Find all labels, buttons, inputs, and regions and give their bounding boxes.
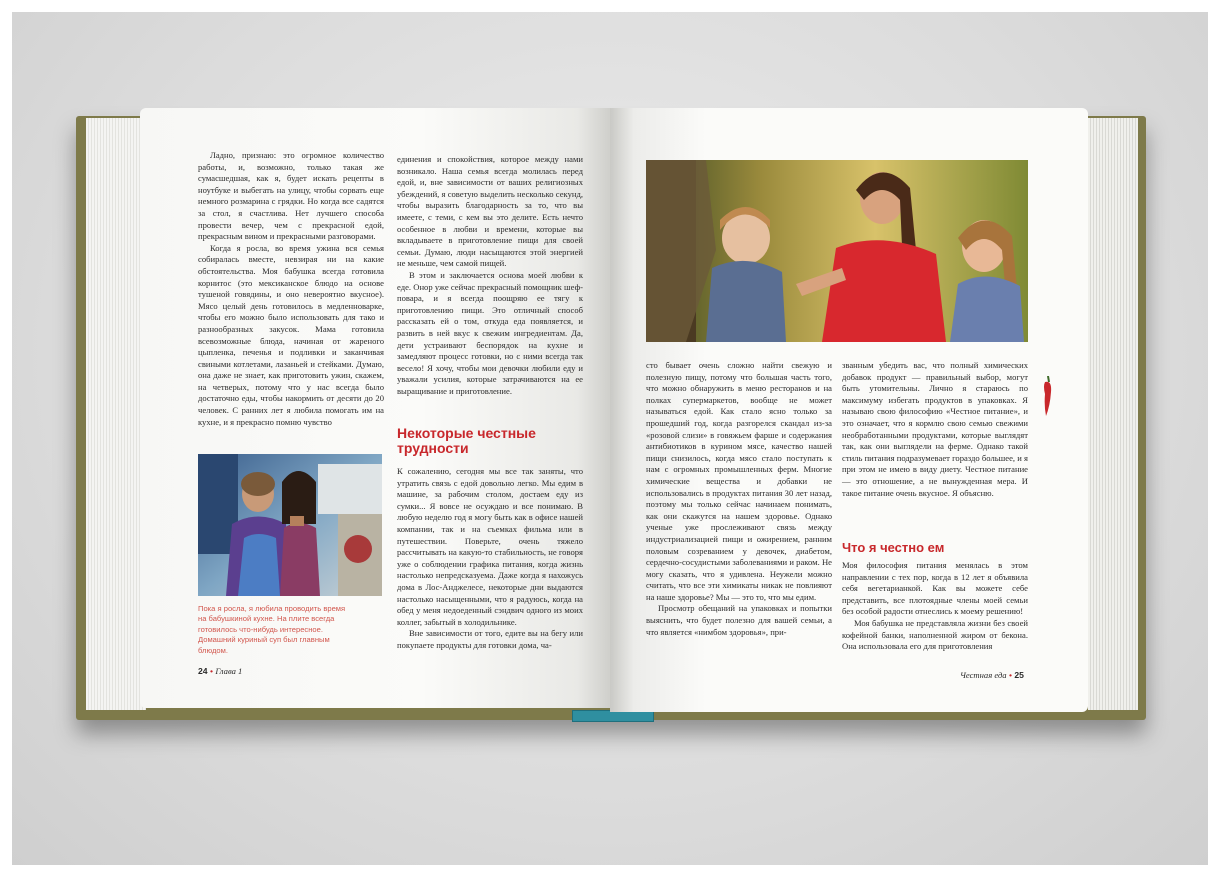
paragraph: званным убедить вас, что полный химических добавок продукт — правильный выбор, могут быть утомительны. Лично я стараюсь по максимуму избегать продуктов в упаковках. Я называю свою философию «Честное питание», и это означает, что я кормлю свою семью свежими необработанными продуктами, которые выглядят так, как они выглядели на ферме. Однако такой стиль питания подразумевает гораздо большее, и я при этом не имею в виду диету. Честное питание — это отношение, а не вынужденная мера. И такое питание очень вкусное. Я объясню. xyxy=(842,360,1028,498)
paragraph: Моя философия питания менялась в этом направлении с тех пор, когда в 12 лет я объявила себя вегетарианкой. Как вы можете себе представить, все плотоядные члены моей семьи без особой радости отнеслись к моему решению! xyxy=(842,560,1028,617)
left-page xyxy=(140,108,610,708)
folio-bullet: • xyxy=(1008,670,1012,680)
paragraph: сто бывает очень сложно найти свежую и полезную пищу, потому что большая часть того, что можно обнаружить в меню ресторанов и на полках супермаркетов, вообще не может называться едой. Как стало ясно только за прошедший год, когда разгорелся скандал из-за «розовой слизи» в говяжьем фарше и содержания антибиотиков в курином мясе, качество нашей пищи снизилось, когда мясо стало поступать к нам с огромных промышленных ферм. Многие химические вещества и добавки не использовались в продуктах питания 30 лет назад, поэтому мы только сейчас начинаем понимать, как они скажутся на нашем здоровье. Однако ученые уже прослеживают связь между индустриализацией пищи и ожирением, ранним половым созреванием у девочек, диабетом, сердечно-сосудистыми заболеваниями и раком. Не могу сказать, что я удивлена. Неужели можно считать, что все эти химикаты никак не повлияют на наше здоровье? Мы — это то, что мы едим. xyxy=(646,360,832,602)
paragraph: Ладно, признаю: это огромное количество работы, и, возможно, только такая же сумасшедшая, как я, будет искать рецепты в ноутбуке и выбегать на улицу, чтобы сорвать еще немного розмарина с грядки. Но когда все садятся за стол, я счастлива. Нет лучшего способа провести вечер, чем с прекрасной едой, прекрасным вином и прекрасными разговорами. xyxy=(198,150,384,242)
paragraph: К сожалению, сегодня мы все так заняты, что утратить связь с едой довольно легко. Мы едим в машине, за рабочим столом, достаем еду из сумки... Я вовсе не осуждаю и все понимаю. В любую неделю год я могу быть как в офисе нашей компании, так и на съемках фильма или в путешествии. Поверьте, очень тяжело рассчитывать на какую-то стабильность, не говоря уже о соблюдении графика питания, когда жизнь настолько непредсказуема. Даже когда я нахожусь дома в Лос-Анджелесе, некоторые дни выдаются настолько насыщенными, что я радуюсь, когда на обед у меня недоеденный сэндвич одного из моих коллег, забытый в холодильнике. xyxy=(397,466,583,627)
chapter-label: Глава 1 xyxy=(215,666,243,676)
section-heading: Некоторые честные трудности xyxy=(397,425,536,456)
left-column-1 xyxy=(198,150,384,428)
mother-children-photo xyxy=(646,160,1028,342)
paragraph: Просмотр обещаний на упаковках и попытки выяснить, что будет полезно для вашей семьи, а что является «нимбом здоровья», при- xyxy=(646,603,832,637)
paragraph: Вне зависимости от того, едите вы на бегу или покупаете продукты для готовки дома, ча- xyxy=(397,628,583,650)
folio-bullet: • xyxy=(209,666,213,676)
chili-pepper-icon xyxy=(1042,376,1054,423)
page-number: 24 xyxy=(198,666,208,676)
section-heading: Что я честно ем xyxy=(842,540,945,555)
left-column-2 xyxy=(397,154,583,397)
right-column-2-cont xyxy=(842,560,1028,653)
right-column-1 xyxy=(646,360,832,638)
page-stack-right xyxy=(1088,118,1138,710)
left-column-2-cont xyxy=(397,466,583,652)
family-kitchen-photo xyxy=(198,454,382,596)
page-number: 25 xyxy=(1014,670,1024,680)
page-footer-left xyxy=(198,666,242,676)
paragraph: В этом и заключается основа моей любви к еде. Онор уже сейчас прекрасный помощник шеф-повара, и я всегда поощряю ее тягу к приготовлению пищи. Это отличный способ рассказать ей о том, откуда еда появляется, и развить в ней вкус к свежим ингредиентам. Да, дети устраивают беспорядок на кухне и замедляют процесс готовки, но с ними всегда так весело! Я хочу, чтобы мои девочки любили еду и уважали усилия, которые затрачиваются на ее выращивание и приготовление. xyxy=(397,269,583,396)
paragraph: единения и спокойствия, которое между нами возникало. Наша семья всегда молилась перед едой, и, вне зависимости от ваших религиозных убеждений, я советую выделить несколько секунд, чтобы выразить благодарность за то, что вы имеете, с теми, с кем вы это делите. Есть нечто особенное в любви и времени, которые вы вкладываете в приготовление пищи для своей семьи. Думаю, люди насыщаются этой энергией не меньше, чем самой пищей. xyxy=(397,154,583,269)
right-column-2 xyxy=(842,360,1028,499)
paragraph: Когда я росла, во время ужина вся семья собиралась вместе, невзирая ни на какие обстоятельства. Моя бабушка всегда готовила корнитос (это мексиканское блюдо на основе тушеной говядины, и оно невероятно вкусное). Мясо целый день готовилось в медленноварке, чтобы его можно было использовать для тако и разнообразных закусок. Мама готовила всевозможные блюда, начиная от жареного цыпленка, печенья и подливки и заканчивая свиными котлетами, лазаньей и стейками. Думаю, она даже не знает, как приготовить ужин, скажем, на четверых, потому что у нас всегда было достаточно еды, чтобы накормить от десяти до 20 человек. С ранних лет я любила помогать им на кухне, и я прекрасно помню чувство xyxy=(198,242,384,427)
right-page xyxy=(610,108,1088,712)
chapter-label: Честная еда xyxy=(960,670,1007,680)
page-footer-right xyxy=(960,670,1024,680)
photo-caption: Пока я росла, я любила проводить время на бабушкиной кухне. На плите всегда готовилось что-нибудь интересное. Домашний куриный суп был главным блюдом. xyxy=(198,604,346,655)
paragraph: Моя бабушка не представляла жизни без своей кофейной банки, наполненной жиром от бекона. Она использовала его для приготовления xyxy=(842,617,1028,652)
page-stack-left xyxy=(86,118,146,710)
